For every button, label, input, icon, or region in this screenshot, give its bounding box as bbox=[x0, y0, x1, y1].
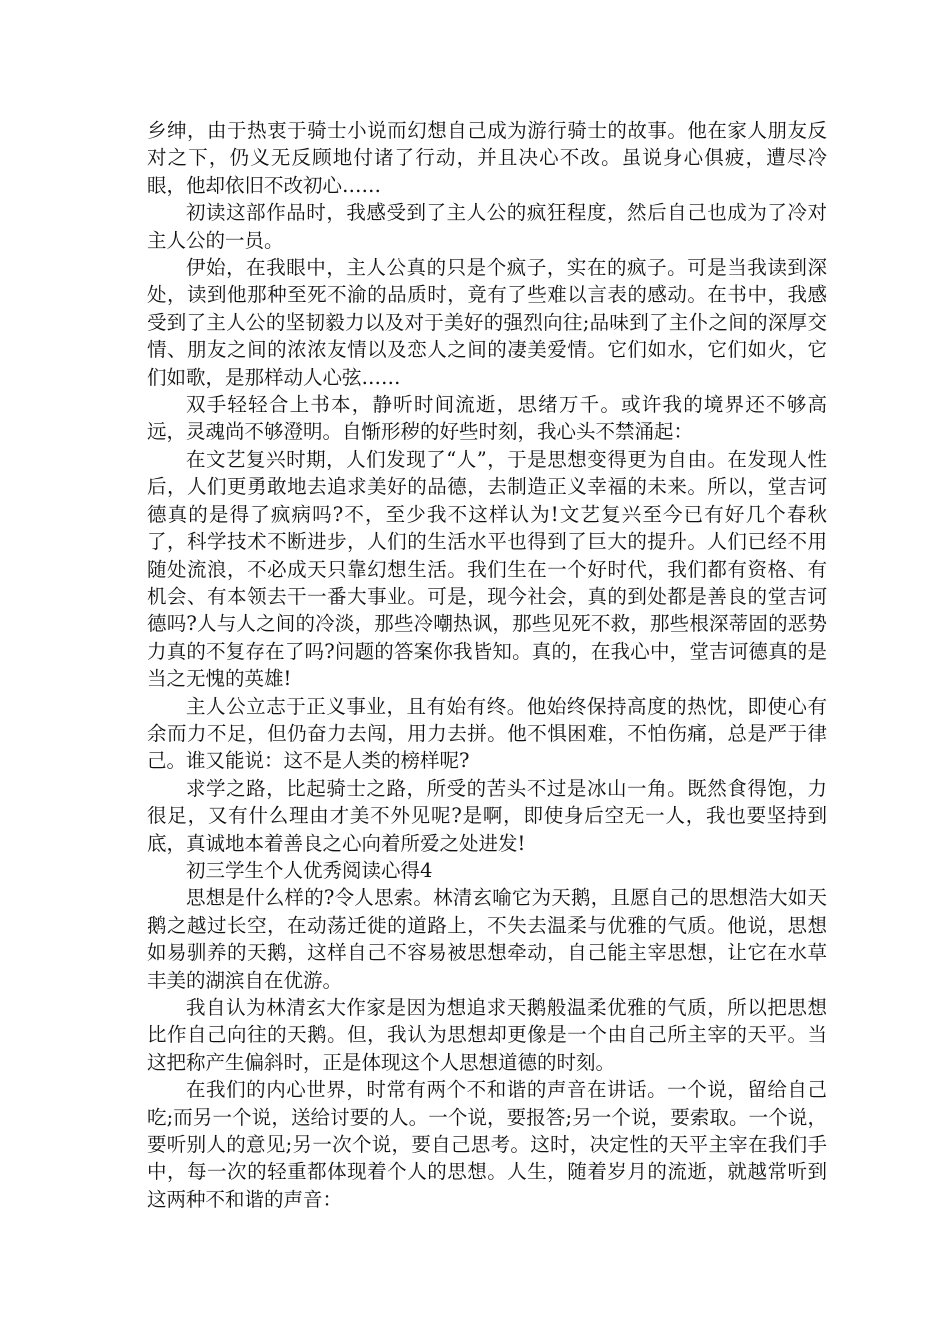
section-heading: 初三学生个人优秀阅读心得4 bbox=[186, 858, 433, 882]
paragraph-thought-swan: 思想是什么样的?令人思索。林清玄喻它为天鹅，且愿自己的思想浩大如天鹅之越过长空，在动荡迁徙的道路上，不失去温柔与优雅的气质。他说，思想如易驯养的天鹅，这样自己不容易被思想牵动，自己能主宰思想，让它在水草丰美的湖滨自在优游。 bbox=[147, 886, 827, 992]
paragraph-first-reading: 初读这部作品时，我感受到了主人公的疯狂程度，然后自己也成为了冷对主人公的一员。 bbox=[147, 201, 827, 252]
paragraph-continuation: 乡绅，由于热衷于骑士小说而幻想自己成为游行骑士的故事。他在家人朋友反对之下，仍义无反顾地付诸了行动，并且决心不改。虽说身心俱疲，遭尽冷眼，他却依旧不改初心…… bbox=[147, 119, 827, 197]
paragraph-inner-voices: 在我们的内心世界，时常有两个不和谐的声音在讲话。一个说，留给自己吃;而另一个说，送给讨要的人。一个说，要报答;另一个说，要索取。一个说，要听别人的意见;另一次个说，要自己思考。这时，决定性的天平主宰在我们手中，每一次的轻重都体现着个人的思想。人生，随着岁月的流逝，就越常听到这两种不和谐的声音： bbox=[147, 1078, 827, 1211]
paragraph-protagonist-virtue: 主人公立志于正义事业，且有始有终。他始终保持高度的热忱，即使心有余而力不足，但仍奋力去闯，用力去拼。他不惧困难，不怕伤痛，总是严于律己。谁又能说：这不是人类的榜样呢? bbox=[147, 694, 827, 773]
paragraph-thought-scale: 我自认为林清玄大作家是因为想追求天鹅般温柔优雅的气质，所以把思想比作自己向往的天鹅。但，我认为思想却更像是一个由自己所主宰的天平。当这把称产生偏斜时，正是体现这个人思想道德的时刻。 bbox=[147, 996, 827, 1074]
paragraph-path-of-study: 求学之路，比起骑士之路，所受的苦头不过是冰山一角。既然食得饱，力很足，又有什么理由才美不外见呢?是啊，即使身后空无一人，我也要坚持到底，真诚地本着善良之心向着所爱之处进发! bbox=[147, 776, 827, 855]
paragraph-closing-book: 双手轻轻合上书本，静听时间流逝，思绪万千。或许我的境界还不够高远，灵魂尚不够澄明。自惭形秽的好些时刻，我心头不禁涌起： bbox=[147, 393, 827, 444]
paragraph-initial-impression: 伊始，在我眼中，主人公真的只是个疯子，实在的疯子。可是当我读到深处，读到他那种至死不渝的品质时，竟有了些难以言表的感动。在书中，我感受到了主人公的坚韧毅力以及对于美好的强烈向往;品味到了主仆之间的深厚交情、朋友之间的浓浓友情以及恋人之间的凄美爱情。它们如水，它们如火，它们如歌，是那样动人心弦…… bbox=[147, 256, 827, 389]
paragraph-renaissance: 在文艺复兴时期，人们发现了“人”，于是思想变得更为自由。在发现人性后，人们更勇敢地去追求美好的品德，去制造正义幸福的未来。所以，堂吉诃德真的是得了疯病吗?不，至少我不这样认为!文艺复兴至今已有好几个春秋了，科学技术不断进步，人们的生活水平也得到了巨大的提升。人们已经不用随处流浪，不必成天只靠幻想生活。我们生在一个好时代，我们都有资格、有机会、有本领去干一番大事业。可是，现今社会，真的到处都是善良的堂吉诃德吗?人与人之间的冷淡，那些冷嘲热讽，那些见死不救，那些根深蒂固的恶势力真的不复存在了吗?问题的答案你我皆知。真的，在我心中，堂吉诃德真的是当之无愧的英雄! bbox=[147, 447, 827, 691]
document-page bbox=[147, 117, 827, 1213]
